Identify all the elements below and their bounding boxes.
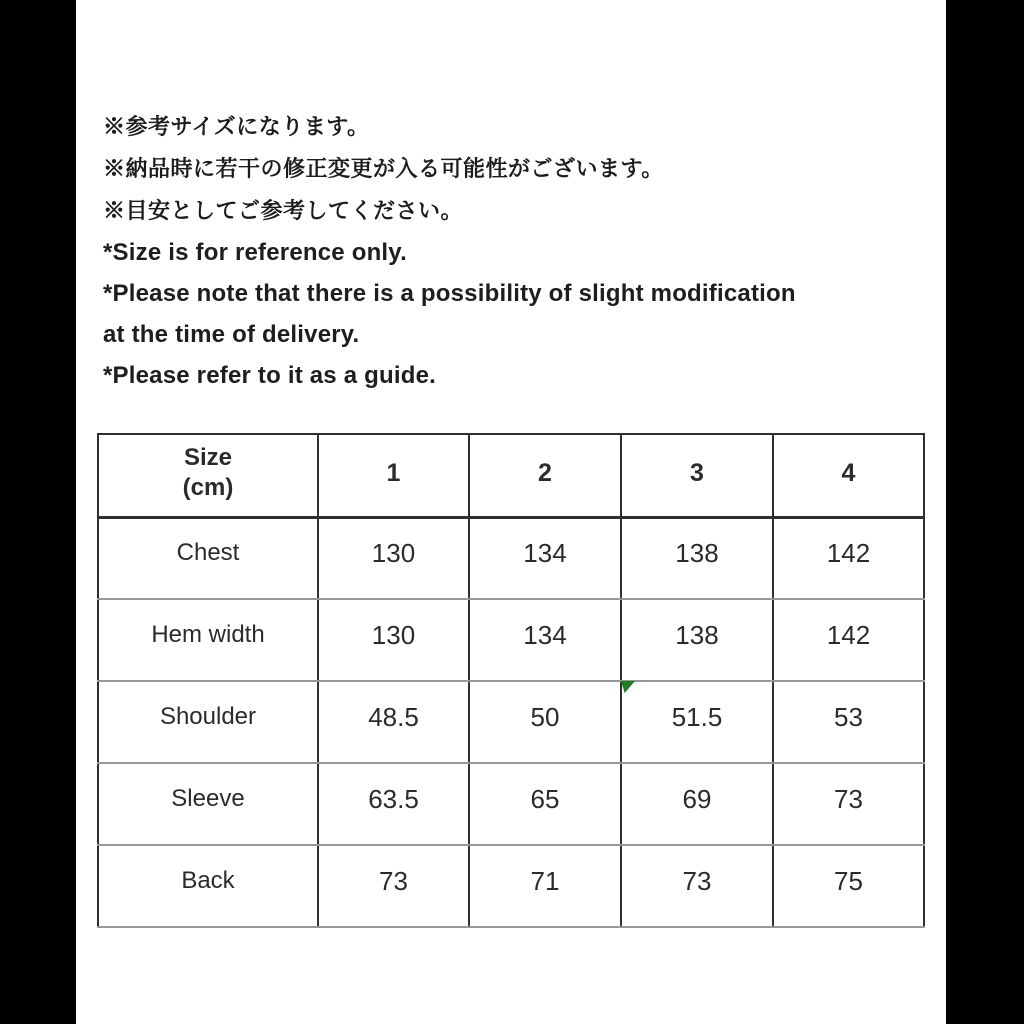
left-pillarbox-bar xyxy=(0,0,76,1024)
table-cell: 73 xyxy=(773,763,924,845)
table-cell: 134 xyxy=(469,517,621,599)
table-cell: 142 xyxy=(773,517,924,599)
table-cell: 71 xyxy=(469,845,621,927)
right-pillarbox-bar xyxy=(946,0,1024,1024)
table-cell: 50 xyxy=(469,681,621,763)
table-cell: 75 xyxy=(773,845,924,927)
table-cell: 53 xyxy=(773,681,924,763)
size-chart-table xyxy=(97,433,925,928)
note-en-line: *Please note that there is a possibility of slight modification xyxy=(103,280,796,307)
table-cell: 142 xyxy=(773,599,924,681)
note-ja-line: ※納品時に若干の修正変更が入る可能性がございます。 xyxy=(103,156,664,181)
column-header: 1 xyxy=(318,434,469,517)
table-row xyxy=(98,517,924,599)
table-cell: 69 xyxy=(621,763,773,845)
column-header: 3 xyxy=(621,434,773,517)
note-en-line: at the time of delivery. xyxy=(103,321,360,348)
note-en-line: *Size is for reference only. xyxy=(103,239,407,266)
table-cell: 138 xyxy=(621,517,773,599)
table-cell: 51.5 xyxy=(621,681,773,763)
note-en-line: *Please refer to it as a guide. xyxy=(103,362,437,389)
table-cell: 73 xyxy=(621,845,773,927)
row-label: Sleeve xyxy=(98,763,318,845)
column-header: 2 xyxy=(469,434,621,517)
table-header-row xyxy=(98,434,924,517)
table-row xyxy=(98,845,924,927)
table-cell: 130 xyxy=(318,517,469,599)
content-panel xyxy=(76,0,946,1024)
notes-block xyxy=(103,106,933,396)
table-cell: 73 xyxy=(318,845,469,927)
table-cell: 65 xyxy=(469,763,621,845)
row-label: Hem width xyxy=(98,599,318,681)
table-cell: 63.5 xyxy=(318,763,469,845)
row-label: Chest xyxy=(98,517,318,599)
green-corner-marker-icon xyxy=(621,681,635,693)
corner-title-line2: (cm) xyxy=(182,474,234,502)
table-row xyxy=(98,763,924,845)
table-cell: 138 xyxy=(621,599,773,681)
column-header: 4 xyxy=(773,434,924,517)
table-cell: 48.5 xyxy=(318,681,469,763)
table-corner-cell xyxy=(98,434,318,517)
note-ja-line: ※参考サイズになります。 xyxy=(103,114,370,139)
table-row xyxy=(98,599,924,681)
row-label: Shoulder xyxy=(98,681,318,763)
table-cell: 134 xyxy=(469,599,621,681)
row-label: Back xyxy=(98,845,318,927)
table-cell: 130 xyxy=(318,599,469,681)
corner-title-line1: Size xyxy=(183,444,233,472)
table-row xyxy=(98,681,924,763)
note-ja-line: ※目安としてご参考してください。 xyxy=(103,198,464,223)
